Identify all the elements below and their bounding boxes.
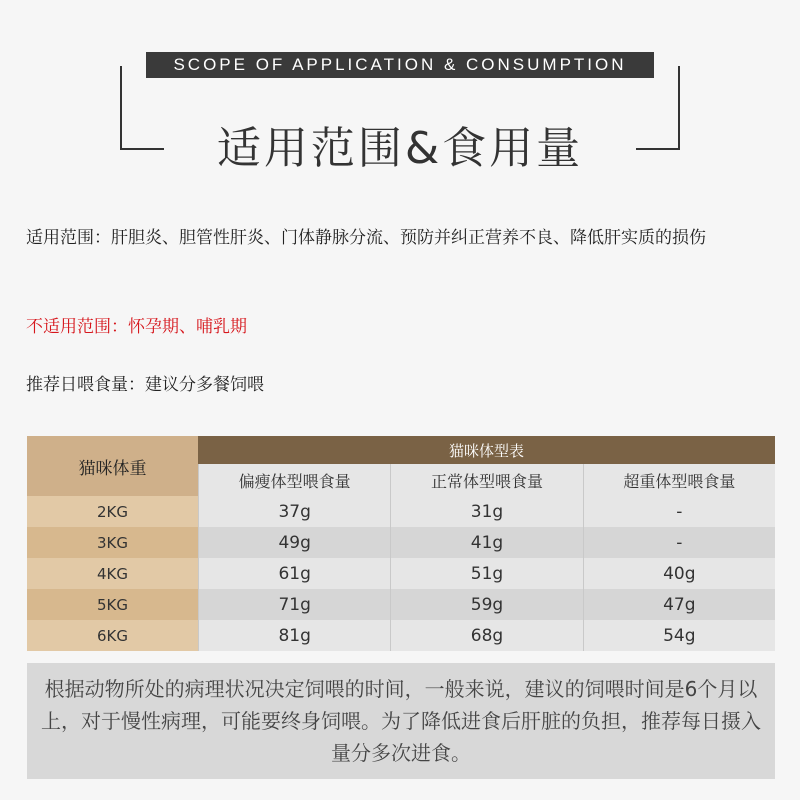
scope-banner: SCOPE OF APPLICATION & CONSUMPTION — [146, 52, 654, 78]
table-row — [27, 620, 775, 651]
table-row — [27, 589, 775, 620]
table-row — [27, 527, 775, 558]
weight-cell: 2KG — [27, 496, 198, 527]
weight-cell: 5KG — [27, 589, 198, 620]
body-type-group-header: 猫咪体型表 — [198, 436, 775, 464]
lean-cell: 49g — [198, 527, 390, 558]
feeding-duration-note-text: 根据动物所处的病理状况决定饲喂的时间，一般来说，建议的饲喂时间是6个月以上，对于慢性病理，可能要终身饲喂。为了降低进食后肝脏的负担，推荐每日摄入量分多次进食。 — [41, 677, 761, 765]
overweight-cell: 47g — [583, 589, 775, 620]
body-type-column-headers — [198, 464, 775, 496]
feeding-duration-note — [27, 663, 775, 779]
lean-cell: 61g — [198, 558, 390, 589]
overweight-cell: 54g — [583, 620, 775, 651]
table-row — [27, 558, 775, 589]
lean-cell: 71g — [198, 589, 390, 620]
normal-cell: 68g — [390, 620, 582, 651]
weight-cell: 6KG — [27, 620, 198, 651]
normal-cell: 51g — [390, 558, 582, 589]
column-header-normal: 正常体型喂食量 — [390, 464, 582, 496]
applicable-scope-text: 适用范围：肝胆炎、胆管性肝炎、门体静脉分流、预防并纠正营养不良、降低肝实质的损伤 — [26, 228, 706, 248]
lean-cell: 81g — [198, 620, 390, 651]
overweight-cell: - — [583, 527, 775, 558]
overweight-cell: 40g — [583, 558, 775, 589]
table-row — [27, 496, 775, 527]
normal-cell: 41g — [390, 527, 582, 558]
normal-cell: 59g — [390, 589, 582, 620]
body-type-header-group — [198, 436, 775, 496]
overweight-cell: - — [583, 496, 775, 527]
table-header — [27, 436, 775, 496]
weight-column-header: 猫咪体重 — [27, 436, 198, 496]
feeding-table — [27, 436, 775, 651]
weight-cell: 4KG — [27, 558, 198, 589]
column-header-lean: 偏瘦体型喂食量 — [198, 464, 390, 496]
column-header-overweight: 超重体型喂食量 — [583, 464, 775, 496]
normal-cell: 31g — [390, 496, 582, 527]
lean-cell: 37g — [198, 496, 390, 527]
page-title: 适用范围&食用量 — [216, 123, 584, 174]
weight-cell: 3KG — [27, 527, 198, 558]
not-applicable-scope-text: 不适用范围：怀孕期、哺乳期 — [26, 317, 247, 337]
recommended-feeding-text: 推荐日喂食量：建议分多餐饲喂 — [26, 375, 264, 395]
